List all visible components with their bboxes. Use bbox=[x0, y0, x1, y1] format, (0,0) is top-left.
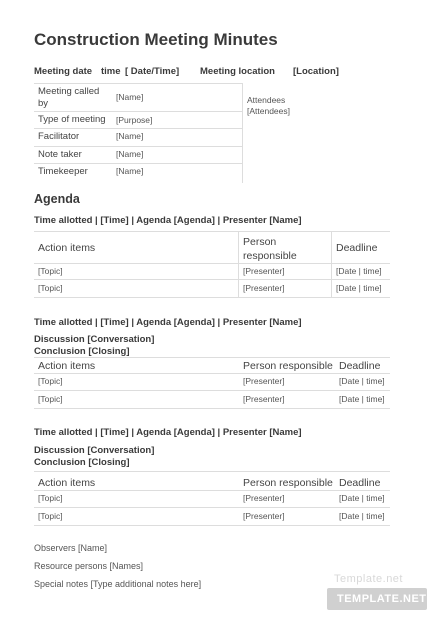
section2-discussion: Discussion [Conversation] bbox=[34, 334, 155, 345]
section2-row1-deadline: [Date | time] bbox=[339, 376, 385, 386]
watermark-badge bbox=[327, 588, 427, 610]
section1-bottom-rule bbox=[34, 297, 390, 298]
section2-row1-presenter: [Presenter] bbox=[243, 376, 285, 386]
section2-bottom-rule bbox=[34, 408, 390, 409]
info-value-type: [Purpose] bbox=[116, 115, 153, 125]
section3-row2-topic: [Topic] bbox=[38, 511, 63, 521]
section2-row2-topic: [Topic] bbox=[38, 394, 63, 404]
section1-row2-deadline: [Date | time] bbox=[336, 283, 382, 293]
section3-col-person: Person responsible bbox=[243, 477, 333, 489]
info-label-called-by-1: Meeting called bbox=[38, 86, 100, 97]
section3-row1-topic: [Topic] bbox=[38, 493, 63, 503]
section3-row1-presenter: [Presenter] bbox=[243, 493, 285, 503]
section2-header-rule bbox=[34, 373, 390, 374]
info-label-note-taker: Note taker bbox=[38, 149, 82, 160]
meeting-time-label: time bbox=[101, 66, 121, 77]
info-label-timekeeper: Timekeeper bbox=[38, 166, 88, 177]
info-value-note-taker: [Name] bbox=[116, 149, 144, 159]
section1-row1-presenter: [Presenter] bbox=[243, 266, 285, 276]
info-value-timekeeper: [Name] bbox=[116, 166, 144, 176]
document-title: Construction Meeting Minutes bbox=[34, 30, 278, 49]
section2-col-deadline: Deadline bbox=[339, 360, 381, 372]
section2-conclusion: Conclusion [Closing] bbox=[34, 346, 130, 357]
section2-row-rule bbox=[34, 390, 390, 391]
watermark-text: Template.net bbox=[334, 573, 403, 585]
section2-col-action-items: Action items bbox=[38, 360, 96, 372]
section1-col-divider-1 bbox=[238, 231, 239, 297]
agenda-heading: Agenda bbox=[34, 192, 80, 206]
section3-col-action-items: Action items bbox=[38, 477, 96, 489]
observers-field: Observers [Name] bbox=[34, 543, 108, 553]
info-value-called-by: [Name] bbox=[116, 92, 144, 102]
section3-conclusion: Conclusion [Closing] bbox=[34, 457, 130, 468]
section3-header-rule bbox=[34, 490, 390, 491]
attendees-value: [Attendees] bbox=[247, 106, 291, 116]
section3-bottom-rule bbox=[34, 525, 390, 526]
section3-discussion: Discussion [Conversation] bbox=[34, 445, 155, 456]
section3-row2-deadline: [Date | time] bbox=[339, 511, 385, 521]
section2-row2-deadline: [Date | time] bbox=[339, 394, 385, 404]
section1-col-action-items: Action items bbox=[38, 242, 96, 254]
section3-row1-deadline: [Date | time] bbox=[339, 493, 385, 503]
section1-row1-topic: [Topic] bbox=[38, 266, 63, 276]
section1-row-rule bbox=[34, 279, 390, 280]
section2-col-person: Person responsible bbox=[243, 360, 333, 372]
section1-col-person-1: Person bbox=[243, 236, 277, 248]
info-label-facilitator: Facilitator bbox=[38, 131, 80, 142]
section1-col-deadline: Deadline bbox=[336, 242, 378, 254]
meeting-location-label: Meeting location bbox=[200, 66, 275, 77]
section2-row2-presenter: [Presenter] bbox=[243, 394, 285, 404]
watermark-badge-text: TEMPLATE.NET bbox=[337, 593, 427, 605]
info-label-type: Type of meeting bbox=[38, 114, 106, 125]
section2-top-rule bbox=[34, 357, 390, 358]
section1-time-allotted: Time allotted | [Time] | Agenda [Agenda] | Presenter [Name] bbox=[34, 215, 302, 226]
info-row-rule bbox=[34, 128, 242, 129]
info-row-rule bbox=[34, 146, 242, 147]
meeting-date-value: [ Date/Time] bbox=[125, 66, 180, 77]
section1-col-person-2: responsible bbox=[243, 250, 297, 262]
info-table-divider bbox=[242, 83, 243, 183]
section3-top-rule bbox=[34, 471, 390, 472]
section1-row2-presenter: [Presenter] bbox=[243, 283, 285, 293]
info-label-called-by-2: by bbox=[38, 98, 49, 109]
resource-persons-field: Resource persons [Names] bbox=[34, 561, 144, 571]
info-value-facilitator: [Name] bbox=[116, 131, 144, 141]
section3-row2-presenter: [Presenter] bbox=[243, 511, 285, 521]
info-table-top-rule bbox=[34, 83, 242, 84]
section2-row1-topic: [Topic] bbox=[38, 376, 63, 386]
attendees-label: Attendees bbox=[247, 95, 286, 105]
meeting-date-label: Meeting date bbox=[34, 66, 93, 77]
section1-row2-topic: [Topic] bbox=[38, 283, 63, 293]
info-row-rule bbox=[34, 111, 242, 112]
info-row-rule bbox=[34, 163, 242, 164]
section1-row1-deadline: [Date | time] bbox=[336, 266, 382, 276]
meeting-location-value: [Location] bbox=[293, 66, 339, 77]
section1-top-rule bbox=[34, 231, 390, 232]
section3-time-allotted: Time allotted | [Time] | Agenda [Agenda] | Presenter [Name] bbox=[34, 427, 302, 438]
section3-col-deadline: Deadline bbox=[339, 477, 381, 489]
special-notes-field: Special notes [Type additional notes here] bbox=[34, 579, 202, 589]
section1-col-divider-2 bbox=[331, 231, 332, 297]
section3-row-rule bbox=[34, 507, 390, 508]
section1-header-rule bbox=[34, 263, 390, 264]
section2-time-allotted: Time allotted | [Time] | Agenda [Agenda] | Presenter [Name] bbox=[34, 317, 302, 328]
